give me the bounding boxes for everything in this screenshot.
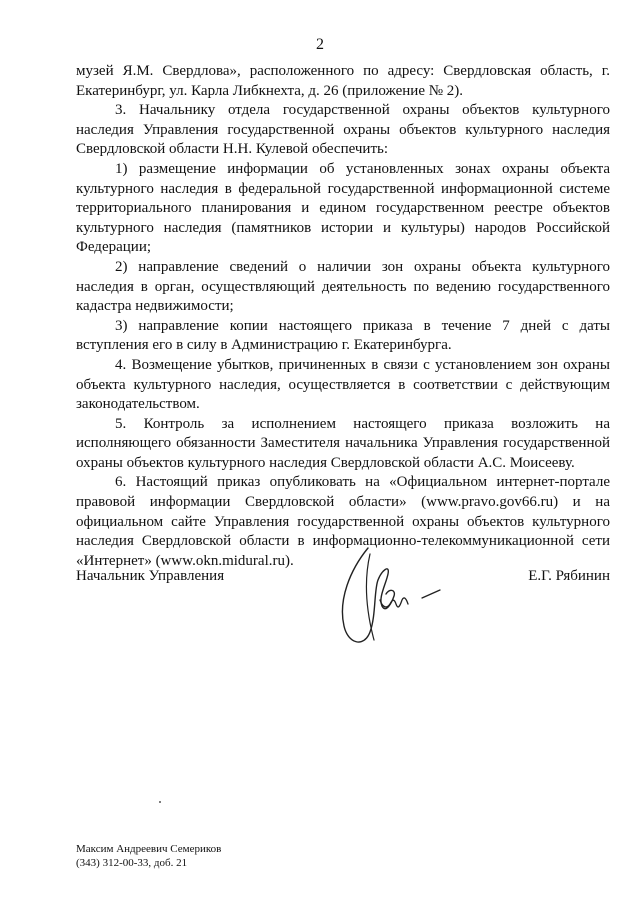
paragraph-continuation: музей Я.М. Свердлова», расположенного по адресу: Свердловская область, г. Екатеринбург, ул. Карла Либкнехта, д. 26 (приложение № 2). <box>76 63 610 99</box>
paragraph-item-4: 4. Возмещение убытков, причиненных в связи с установлением зон охраны объекта культурного наследия, осуществляется в соответствии с действующим законодательством. <box>76 356 610 413</box>
signer-name: Е.Г. Рябинин <box>528 568 610 584</box>
paragraph-subitem-1: 1) размещение информации об установленных зонах охраны объекта культурного наследия в федеральной государственной информационной системе территориального планирования и едином государственном реестре объектов культурного наследия (памятников истории и культуры) народов Российской Федерации; <box>76 160 610 256</box>
executor-info <box>76 842 221 870</box>
paragraph-item-3: 3. Начальнику отдела государственной охраны объектов культурного наследия Управления государственной охраны объектов культурного наследия Свердловской области Н.Н. Кулевой обеспечить: <box>76 102 610 158</box>
paragraph-subitem-2: 2) направление сведений о наличии зон охраны объекта культурного наследия в орган, осуществляющий деятельность по ведению государственного кадастра недвижимости; <box>76 258 610 315</box>
paragraph-item-5: 5. Контроль за исполнением настоящего приказа возложить на исполняющего обязанности Заместителя начальника Управления государственной охраны объектов культурного наследия Свердловской области А.С. Моисееву. <box>76 415 610 471</box>
paragraph-item-6: 6. Настоящий приказ опубликовать на «Официальном интернет-портале правовой информации Свердловской области» (www.pravo.gov66.ru) и на официальном сайте Управления государственной охраны объектов культурного наследия Свердловской области в информационно-телекоммуникационной сети «Интернет» (www.okn.midural.ru). <box>76 474 610 569</box>
stray-mark <box>159 801 161 803</box>
signer-title: Начальник Управления <box>76 568 225 584</box>
handwritten-signature <box>330 540 460 660</box>
executor-name: Максим Андреевич Семериков <box>76 843 222 855</box>
paragraph-subitem-3: 3) направление копии настоящего приказа в течение 7 дней с даты вступления его в силу в Администрацию г. Екатеринбурга. <box>76 317 610 354</box>
executor-phone: (343) 312-00-33, доб. 21 <box>76 857 188 869</box>
page-number: 2 <box>316 36 324 53</box>
document-body <box>76 62 610 571</box>
